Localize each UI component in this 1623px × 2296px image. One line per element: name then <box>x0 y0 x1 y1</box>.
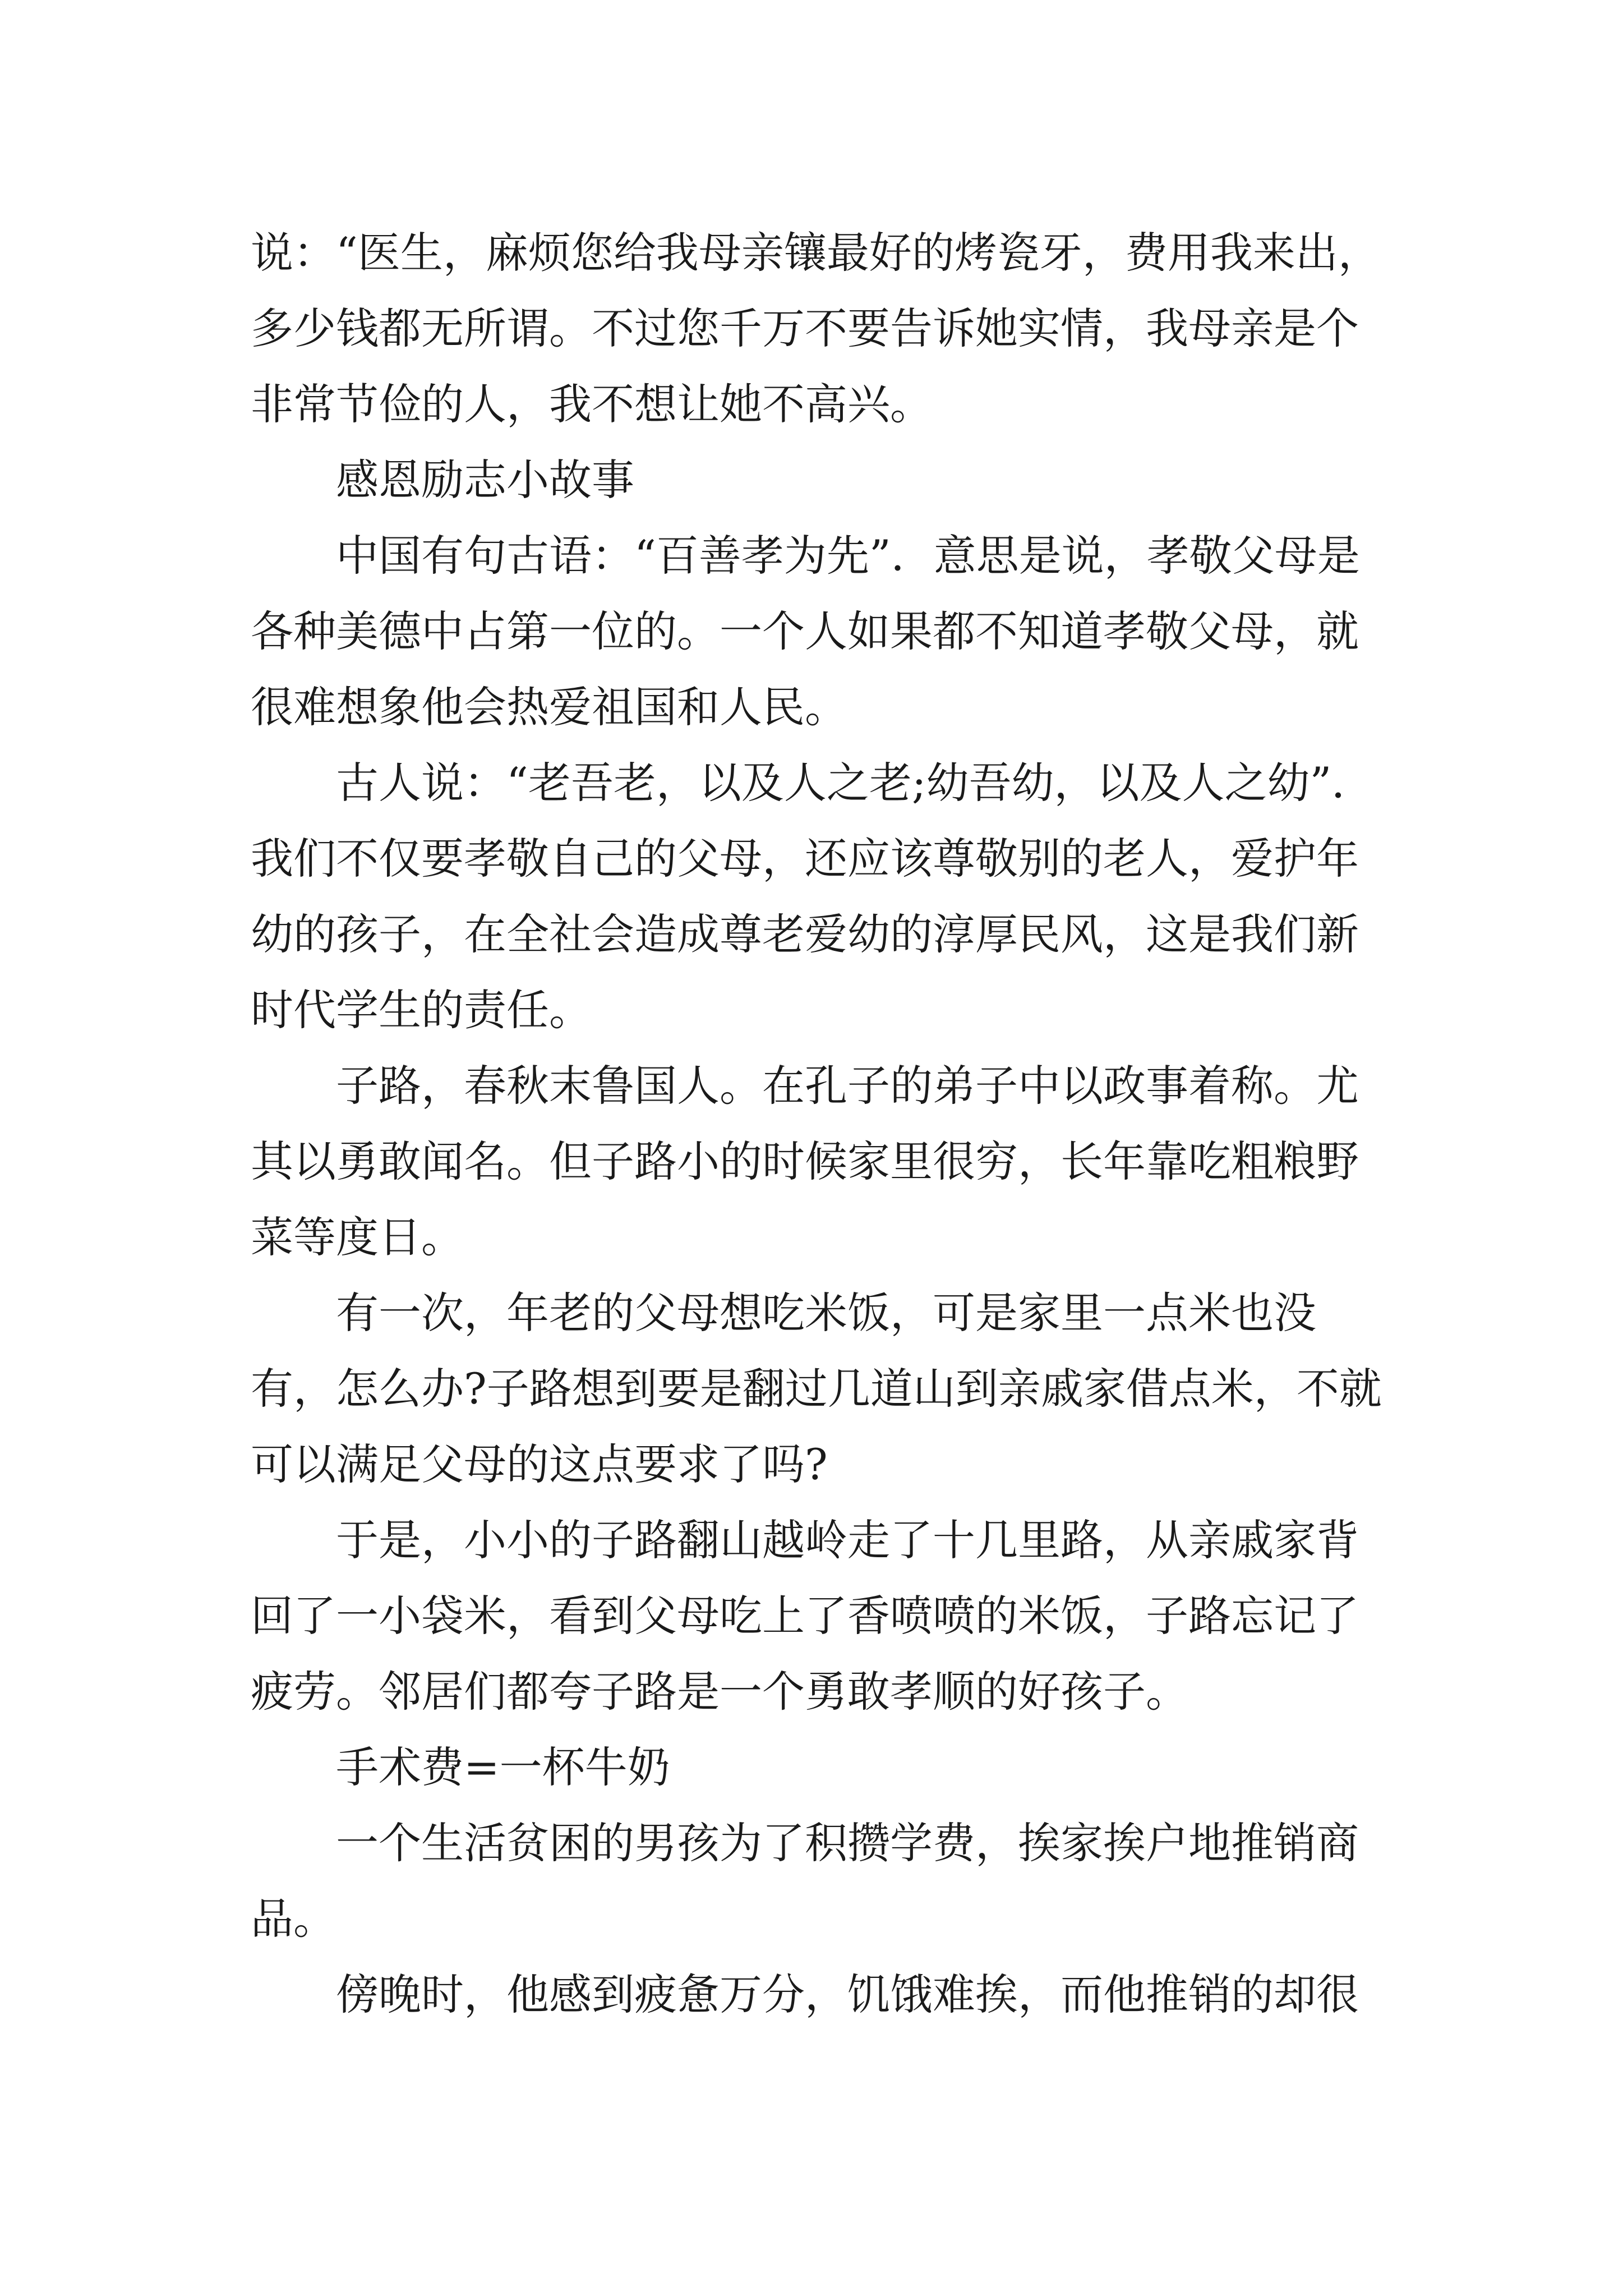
paragraph-continuation: 说：“医生，麻烦您给我母亲镶最好的烤瓷牙，费用我来出，多少钱都无所谓。不过您千万不要告诉她实情，我母亲是个非常节俭的人，我不想让她不高兴。 <box>251 228 1381 429</box>
section-heading-gratitude-stories: 感恩励志小故事 <box>336 455 634 505</box>
paragraph-zilu-journey: 于是，小小的子路翻山越岭走了十几里路，从亲戚家背回了一小袋米，看到父母吃上了香喷喷的米饭，子路忘记了疲劳。邻居们都夸子路是一个勇敢孝顺的好孩子。 <box>251 1515 1359 1717</box>
section-heading-surgery-fee: 手术费=一杯牛奶 <box>336 1742 670 1792</box>
document-body <box>251 215 1389 2032</box>
paragraph-filial-piety-proverb: 中国有句古语：“百善孝为先”．意思是说，孝敬父母是各种美德中占第一位的。一个人如果都不知道孝敬父母，就很难想象他会热爱祖国和人民。 <box>251 531 1360 732</box>
paragraph-evening: 傍晚时，他感到疲惫万分，饥饿难挨，而他推销的却很 <box>336 1970 1359 2019</box>
paragraph-zilu-rice: 有一次，年老的父母想吃米饭，可是家里一点米也没有，怎么办?子路想到要是翻过几道山到亲戚家借点米，不就可以满足父母的这点要求了吗? <box>251 1288 1382 1489</box>
paragraph-ancient-saying: 古人说：“老吾老，以及人之老;幼吾幼，以及人之幼”．我们不仅要孝敬自己的父母，还应该尊敬别的老人，爱护年幼的孩子，在全社会造成尊老爱幼的淳厚民风，这是我们新时代学生的责任。 <box>251 758 1375 1035</box>
paragraph-poor-boy: 一个生活贫困的男孩为了积攒学费，挨家挨户地推销商品。 <box>251 1818 1359 1944</box>
paragraph-zilu-intro: 子路，春秋末鲁国人。在孔子的弟子中以政事着称。尤其以勇敢闻名。但子路小的时候家里很穷，长年靠吃粗粮野菜等度日。 <box>251 1061 1359 1262</box>
